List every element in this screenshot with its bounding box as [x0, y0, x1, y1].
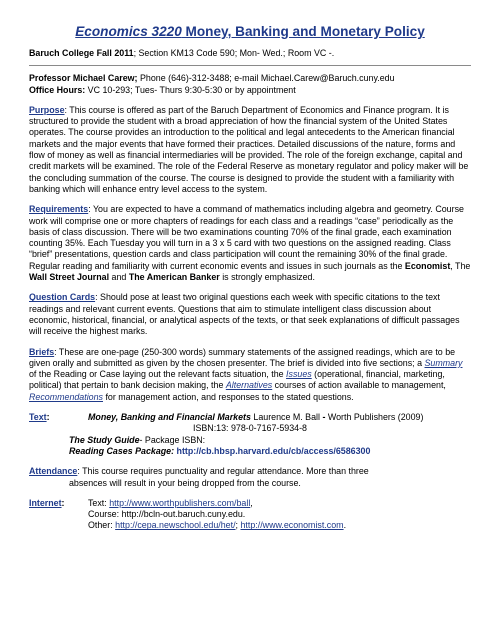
economist-link[interactable]: http://www.economist.com [240, 520, 344, 531]
syllabus-document [29, 24, 471, 532]
semester: Baruch College Fall 2011 [29, 48, 134, 58]
text-section [29, 412, 471, 457]
briefs-text: courses of action available to management, [272, 380, 446, 391]
page-title [29, 24, 471, 40]
internet-text-row [88, 498, 471, 509]
journal-wsj: Wall Street Journal [29, 272, 110, 283]
office-hours-text: VC 10-293; Tues- Thurs 9:30-5:30 or by appointment [85, 84, 296, 95]
journal-separator: and [109, 272, 129, 283]
study-guide-row [29, 435, 471, 446]
alternatives-link[interactable]: Alternatives [225, 380, 273, 391]
question-cards-section [29, 292, 471, 337]
semester-line [29, 48, 471, 59]
professor-name: Professor Michael Carew; [29, 73, 138, 84]
reading-cases-label: Reading Cases Package: [69, 445, 175, 456]
attendance-line [29, 466, 471, 477]
internet-text-suffix: , [250, 497, 253, 508]
internet-other-suffix: . [343, 520, 347, 531]
section-details: ; Section KM13 Code 590; Mon- Wed.; Room VC -. [133, 48, 335, 58]
internet-course-row [88, 509, 471, 520]
purpose-text: : This course is offered as part of the Baruch Department of Economics and Finance program. It is structured to provide the student with a broad appreciation of how the financial system of the United States operates. The course provides an introduction to the political and legal antecedents to the American financial markets and the major events that have formed their practices. Detailed discussions of the nature, forms and flow of money as well as financial intermediaries will be provided. The role of the foreign exchange, capital and credit markets will be examined. The role of the Federal Reserve as monetary regulator and policy maker will be the concluding summation of the course. The course is designed to provide the student with a familiarity with banking which will enhance entry level access to the system. [29, 104, 469, 194]
book-dash: - [322, 412, 326, 423]
briefs-text: of the Reading or Case laying out the relevant facts situation, the [29, 369, 287, 380]
worthpublishers-link[interactable]: http://www.worthpublishers.com/ball [109, 497, 251, 508]
internet-label: Internet [29, 497, 62, 508]
briefs-section [29, 347, 471, 403]
internet-other-row [88, 520, 471, 531]
text-label-cell [29, 412, 88, 423]
attendance-text: : This course requires punctuality and regular attendance. More than three [77, 466, 369, 477]
professor-line [29, 73, 471, 84]
study-guide-label: The Study Guide [69, 434, 140, 445]
course-number: Economics 3220 [75, 24, 182, 39]
briefs-text: (operational, financial, marketing, political) that pertain to bank decision making, the [29, 369, 445, 391]
briefs-label: Briefs [29, 346, 55, 357]
course-name: Money, Banking and Monetary Policy [181, 24, 425, 39]
internet-other-prefix: Other: [88, 520, 116, 531]
briefs-text: : These are one-page (250-300 words) summary statements of the assigned readings, which are to be given orally and submitted as given by the chosen presenter. The brief is divided into five sections; a [29, 346, 456, 368]
briefs-text: for management action, and responses to the stated questions. [103, 391, 354, 402]
attendance-section [29, 466, 471, 489]
attendance-label: Attendance [29, 466, 78, 477]
requirements-tail: is strongly emphasized. [219, 272, 315, 283]
office-hours-label: Office Hours: [29, 84, 86, 95]
book-isbn: ISBN:13: 978-0-7167-5934-8 [193, 423, 307, 434]
reading-cases-url[interactable]: http://cb.hbsp.harvard.edu/cb/access/6586300 [174, 445, 371, 456]
divider [29, 65, 471, 66]
internet-other-mid: ; [235, 520, 241, 531]
requirements-text: : You are expected to have a command of mathematics including algebra and geometry. Course work will comprise one or more chapters of readings for each class and a readings “case” periodically as the basis of class discussion. There will be two examinations counting 70% of the final grade, each examination counting 35%. Each Tuesday you will turn in a 3 x 5 card with two questions on the assigned reading. Class “brief” presentations, question cards and class participation will count the remaining 30% of the final grade. Regular reading and familiarity with current economic events and issues in such journals as the [29, 204, 464, 271]
internet-text-prefix: Text: [88, 497, 110, 508]
internet-colon: : [61, 497, 65, 508]
professor-contact: Phone (646)-312-3488; e-mail Michael.Carew@Baruch.cuny.edu [137, 73, 395, 84]
recommendations-link[interactable]: Recommendations [29, 391, 103, 402]
book-publisher: Worth Publishers (2009) [325, 412, 424, 423]
attendance-text-2: absences will result in your being dropped from the course. [69, 477, 301, 488]
internet-links [88, 498, 471, 532]
internet-course-suffix: . [242, 509, 246, 520]
journal-american-banker: The American Banker [128, 272, 220, 283]
issues-link[interactable]: Issues [286, 369, 312, 380]
newschool-link[interactable]: http://cepa.newschool.edu/het/ [115, 520, 236, 531]
internet-course-prefix: Course: [88, 509, 122, 520]
text-book [88, 412, 423, 423]
requirements-section [29, 204, 471, 283]
book-title: Money, Banking and Financial Markets [88, 412, 251, 423]
requirements-label: Requirements [29, 204, 89, 215]
text-colon: : [46, 412, 50, 423]
study-guide-text: - Package ISBN: [139, 434, 206, 445]
text-label: Text [29, 412, 47, 423]
journal-economist: Economist [404, 260, 451, 271]
journal-separator: , The [450, 260, 471, 271]
question-cards-text: : Should pose at least two original questions each week with specific citations to the text readings and relevant current events. Questions that aim to stimulate intelligent class discussion about economic, historical, financial, or analytical aspects of the texts, or that seek explanations of difficult passages will receive the highest marks. [29, 292, 460, 337]
internet-label-cell [29, 498, 88, 532]
book-author: Laurence M. Ball [250, 412, 323, 423]
purpose-section [29, 105, 471, 195]
text-book-row [29, 412, 471, 423]
course-title [75, 24, 425, 39]
purpose-label: Purpose [29, 104, 65, 115]
course-site-url[interactable]: http://bcln-out.baruch.cuny.edu [121, 509, 243, 520]
question-cards-label: Question Cards [29, 292, 96, 303]
summary-link[interactable]: Summary [424, 357, 463, 368]
office-hours-line [29, 85, 471, 96]
reading-cases-row [29, 446, 471, 457]
internet-section [29, 498, 471, 532]
